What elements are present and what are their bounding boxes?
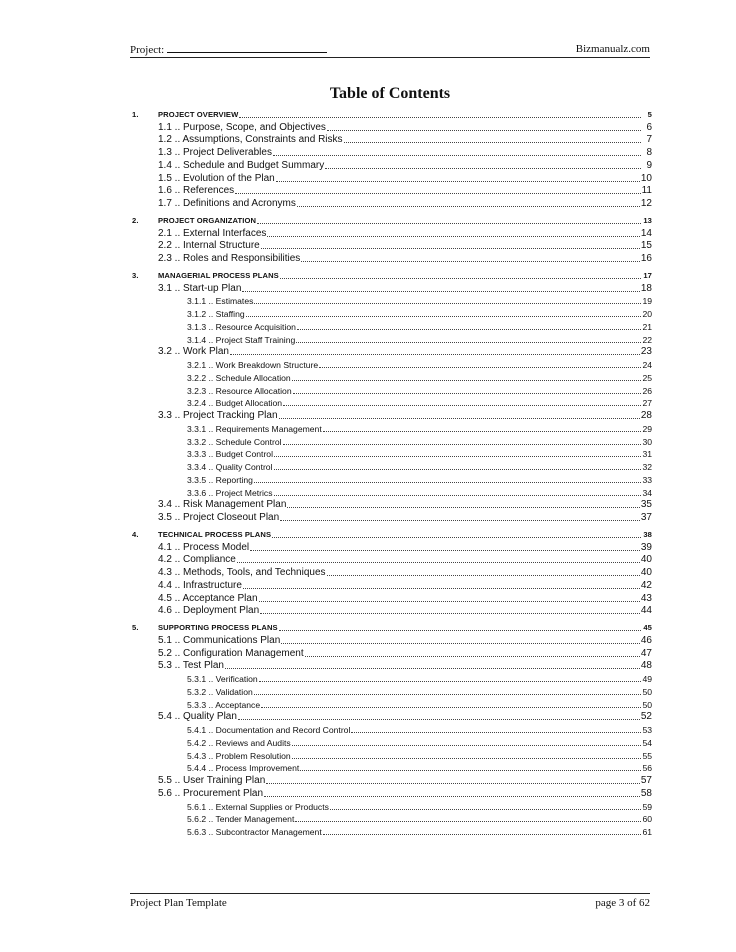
toc-chapter-entry[interactable] [132,269,652,282]
toc-entry-label: 4.5 .. Acceptance Plan [158,592,258,604]
dot-leader [281,643,640,644]
toc-subsection-entry[interactable] [132,307,652,320]
toc-page-number: 15 [640,240,652,252]
dot-leader [330,809,641,810]
dot-leader [292,745,641,746]
toc-chapter-entry[interactable] [132,214,652,227]
toc-entry-label: 3.5 .. Project Closeout Plan [158,512,280,523]
toc-entry-label: 3.3.6 .. Project Metrics [187,487,273,498]
dot-leader [292,758,641,759]
toc-entry-label: 5.4.4 .. Process Improvement [187,763,300,774]
toc-entry-label: 3.1.1 .. Estimates [187,296,254,307]
toc-subsection-entry[interactable] [132,384,652,397]
toc-subsection-entry[interactable] [132,448,652,461]
toc-page-number: 25 [642,372,652,383]
toc-entry-label: 5.6.1 .. External Supplies or Products [187,801,329,812]
toc-entry-label: 4.3 .. Methods, Tools, and Techniques [158,567,326,578]
dot-leader [323,834,641,835]
dot-leader [235,193,640,194]
dot-leader [344,142,641,143]
dot-leader [296,342,641,343]
toc-page-number: 30 [642,436,652,447]
toc-entry-label: 5.4 .. Quality Plan [158,711,237,723]
toc-entry-label: PROJECT ORGANIZATION [158,215,257,225]
toc-subsection-entry[interactable] [132,800,652,813]
toc-entry-label: 1.2 .. Assumptions, Constraints and Risks [158,134,343,146]
toc-section-entry[interactable] [132,409,652,422]
toc-entry-label: 4.1 .. Process Model [158,541,250,553]
toc-page-number: 38 [643,529,652,539]
toc-subsection-entry[interactable] [132,435,652,448]
toc-page-number: 44 [640,605,652,617]
toc-page-number: 33 [642,474,652,485]
toc-page-number: 48 [640,660,652,672]
dot-leader [287,507,639,508]
dot-leader [274,456,641,457]
toc-entry-label: 3.2 .. Work Plan [158,346,229,358]
toc-entry-label: 5.5 .. User Training Plan [158,775,266,786]
toc-subsection-entry[interactable] [132,685,652,698]
toc-entry-label: 3.1.4 .. Project Staff Training [187,334,296,345]
toc-entry-label: 3.3.3 .. Budget Control [187,449,273,460]
toc-page-number: 60 [642,814,652,825]
toc-section-entry[interactable] [132,541,652,554]
toc-subsection-entry[interactable] [132,762,652,775]
toc-entry-label: 1.3 .. Project Deliverables [158,147,272,158]
dot-leader [351,732,641,733]
dot-leader [325,168,641,169]
dot-leader [274,469,641,470]
toc-page-number: 27 [642,398,652,409]
toc-entry-label: MANAGERIAL PROCESS PLANS [158,270,279,280]
toc-section-entry[interactable] [132,711,652,724]
header-divider [130,57,650,58]
dot-leader [305,656,640,657]
toc-entry-label: 3.1.2 .. Staffing [187,309,245,319]
toc-entry-label: TECHNICAL PROCESS PLANS [158,529,272,539]
toc-page-number: 21 [642,321,652,332]
toc-section-entry[interactable] [132,647,652,660]
toc-page-number: 57 [640,775,652,786]
toc-section-entry[interactable] [132,227,652,240]
toc-page-number: 42 [640,579,652,591]
toc-page-number: 61 [642,827,652,837]
dot-leader [254,694,641,695]
toc-entry-label: 1.4 .. Schedule and Budget Summary [158,159,325,171]
toc-entry-label: 1.5 .. Evolution of the Plan [158,172,275,184]
toc-section-entry[interactable] [132,146,652,159]
toc-entry-label: 3.3.1 .. Requirements Management [187,423,322,434]
table-of-contents [132,108,652,838]
dot-leader [254,482,641,483]
toc-page-number: 34 [642,487,652,498]
toc-subsection-entry[interactable] [132,422,652,435]
toc-chapter-number: 2. [132,215,139,225]
toc-chapter-number: 4. [132,529,139,539]
toc-section-entry[interactable] [132,346,652,359]
toc-page-number: 24 [642,360,652,370]
toc-page-number: 22 [642,334,652,345]
dot-leader [264,796,640,797]
toc-subsection-entry[interactable] [132,473,652,486]
toc-section-entry[interactable] [132,172,652,185]
dot-leader [267,236,639,237]
toc-page-number: 18 [640,282,652,294]
dot-leader [266,783,640,784]
toc-page-number: 17 [643,270,652,280]
toc-entry-label: 4.4 .. Infrastructure [158,579,242,591]
toc-subsection-entry[interactable] [132,358,652,371]
toc-section-entry[interactable] [132,511,652,524]
toc-page-number: 50 [642,686,652,697]
toc-entry-label: 5.2 .. Configuration Management [158,647,304,659]
toc-entry-label: 5.3 .. Test Plan [158,660,224,672]
project-name-blank [167,43,327,53]
toc-section-entry[interactable] [132,240,652,253]
dot-leader [250,550,640,551]
toc-page-number: 32 [642,462,652,472]
page-title: Table of Contents [329,85,451,102]
dot-leader [323,431,641,432]
toc-section-entry[interactable] [132,592,652,605]
toc-section-entry[interactable] [132,134,652,147]
dot-leader [300,770,641,771]
toc-subsection-entry[interactable] [132,749,652,762]
toc-section-entry[interactable] [132,787,652,800]
toc-page-number: 37 [640,512,652,523]
toc-page-number: 9 [646,159,652,171]
toc-section-entry[interactable] [132,605,652,618]
toc-entry-label: 3.3.2 .. Schedule Control [187,436,282,447]
toc-page-number: 45 [643,623,652,632]
toc-entry-label: 3.2.3 .. Resource Allocation [187,385,292,396]
toc-entry-label: 5.4.3 .. Problem Resolution [187,750,291,761]
dot-leader [261,707,641,708]
toc-entry-label: 5.3.3 .. Acceptance [187,699,261,710]
toc-page-number: 50 [642,699,652,710]
dot-leader [297,329,641,330]
toc-entry-label: 2.2 .. Internal Structure [158,240,260,252]
dot-leader [237,562,640,563]
toc-section-entry[interactable] [132,159,652,172]
toc-page-number: 10 [640,172,652,184]
toc-entry-label: PROJECT OVERVIEW [158,109,239,119]
toc-section-entry[interactable] [132,774,652,787]
toc-entry-label: SUPPORTING PROCESS PLANS [158,623,278,632]
toc-page-number: 20 [642,309,652,319]
toc-page-number: 29 [642,423,652,434]
toc-section-entry[interactable] [132,634,652,647]
toc-subsection-entry[interactable] [132,371,652,384]
dot-leader [230,354,640,355]
site-name: Bizmanualz.com [575,43,650,55]
toc-page-number: 23 [640,346,652,358]
toc-page-number: 19 [642,296,652,307]
toc-subsection-entry[interactable] [132,672,652,685]
toc-chapter-number: 3. [132,270,139,280]
dot-leader [280,520,640,521]
toc-page-number: 6 [646,121,652,133]
dot-leader [246,316,641,317]
toc-entry-label: 5.4.2 .. Reviews and Audits [187,737,291,748]
dot-leader [259,601,640,602]
toc-page-number: 52 [640,711,652,723]
toc-entry-label: 5.6 .. Procurement Plan [158,787,264,799]
dot-leader [297,206,640,207]
toc-section-entry[interactable] [132,185,652,198]
footer-page-number: page 3 of 62 [595,897,650,909]
toc-entry-label: 5.3.2 .. Validation [187,686,253,697]
toc-page-number: 39 [640,541,652,553]
dot-leader [254,303,641,304]
toc-subsection-entry[interactable] [132,825,652,838]
toc-entry-label: 1.6 .. References [158,185,235,197]
dot-leader [292,380,641,381]
toc-entry-label: 5.6.3 .. Subcontractor Management [187,827,322,837]
toc-page-number: 11 [641,185,652,197]
dot-leader [283,444,641,445]
toc-page-number: 59 [642,801,652,812]
toc-page-number: 56 [642,763,652,774]
toc-page-number: 13 [643,215,652,225]
toc-entry-label: 3.1.3 .. Resource Acquisition [187,321,296,332]
dot-leader [295,821,641,822]
dot-leader [272,537,641,538]
dot-leader [293,393,641,394]
toc-entry-label: 4.2 .. Compliance [158,554,236,566]
toc-page-number: 43 [640,592,652,604]
toc-page-number: 14 [640,227,652,239]
toc-section-entry[interactable] [132,499,652,512]
toc-page-number: 49 [642,674,652,684]
toc-chapter-number: 1. [132,109,139,119]
toc-subsection-entry[interactable] [132,397,652,410]
toc-section-entry[interactable] [132,660,652,673]
toc-entry-label: 3.2.2 .. Schedule Allocation [187,372,291,383]
toc-page-number: 55 [642,750,652,761]
toc-page-number: 28 [640,410,652,421]
toc-entry-label: 3.4 .. Risk Management Plan [158,499,287,511]
toc-entry-label: 3.3.4 .. Quality Control [187,462,273,472]
toc-subsection-entry[interactable] [132,723,652,736]
dot-leader [327,575,640,576]
toc-page-number: 54 [642,737,652,748]
toc-page-number: 58 [640,787,652,799]
toc-entry-label: 2.1 .. External Interfaces [158,227,267,239]
toc-page-number: 53 [642,725,652,735]
project-label: Project: [130,43,327,56]
toc-entry-label: 3.3 .. Project Tracking Plan [158,410,278,421]
toc-chapter-number: 5. [132,623,139,632]
dot-leader [257,223,641,224]
dot-leader [260,613,640,614]
toc-subsection-entry[interactable] [132,813,652,826]
dot-leader [273,155,641,156]
toc-entry-label: 2.3 .. Roles and Responsibilities [158,253,301,264]
footer-divider [130,893,650,894]
toc-page-number: 12 [640,198,652,209]
toc-page-number: 40 [640,554,652,566]
toc-entry-label: 5.1 .. Communications Plan [158,634,281,646]
toc-entry-label: 4.6 .. Deployment Plan [158,605,260,617]
toc-subsection-entry[interactable] [132,486,652,499]
toc-section-entry[interactable] [132,121,652,134]
dot-leader [242,291,639,292]
toc-chapter-entry[interactable] [132,621,652,634]
dot-leader [279,418,640,419]
toc-subsection-entry[interactable] [132,736,652,749]
footer-document-name: Project Plan Template [130,897,227,909]
toc-page-number: 16 [640,253,652,264]
dot-leader [283,405,641,406]
toc-entry-label: 3.2.4 .. Budget Allocation [187,398,283,409]
toc-entry-label: 3.3.5 .. Reporting [187,474,253,485]
toc-page-number: 31 [642,449,652,460]
toc-page-number: 7 [646,134,652,146]
dot-leader [243,588,640,589]
toc-page-number: 5 [647,109,652,119]
toc-entry-label: 3.2.1 .. Work Breakdown Structure [187,360,319,370]
toc-chapter-entry[interactable] [132,108,652,121]
dot-leader [279,630,641,631]
dot-leader [274,495,642,496]
dot-leader [239,117,641,118]
toc-subsection-entry[interactable] [132,320,652,333]
dot-leader [319,367,641,368]
toc-entry-label: 5.4.1 .. Documentation and Record Control [187,725,351,735]
dot-leader [238,719,640,720]
dot-leader [276,181,640,182]
toc-subsection-entry[interactable] [132,460,652,473]
toc-subsection-entry[interactable] [132,295,652,308]
toc-page-number: 35 [640,499,652,511]
toc-page-number: 47 [640,647,652,659]
toc-section-entry[interactable] [132,566,652,579]
toc-entry-label: 5.3.1 .. Verification [187,674,258,684]
toc-section-entry[interactable] [132,579,652,592]
toc-subsection-entry[interactable] [132,698,652,711]
toc-chapter-entry[interactable] [132,528,652,541]
toc-section-entry[interactable] [132,197,652,210]
toc-section-entry[interactable] [132,282,652,295]
dot-leader [261,248,640,249]
toc-page-number: 40 [640,567,652,578]
dot-leader [301,261,640,262]
toc-subsection-entry[interactable] [132,333,652,346]
toc-section-entry[interactable] [132,252,652,265]
dot-leader [259,681,641,682]
dot-leader [225,668,640,669]
toc-entry-label: 1.1 .. Purpose, Scope, and Objectives [158,121,326,133]
toc-page-number: 8 [646,147,652,158]
toc-entry-label: 3.1 .. Start-up Plan [158,282,242,294]
toc-entry-label: 1.7 .. Definitions and Acronyms [158,198,296,209]
toc-page-number: 46 [640,634,652,646]
dot-leader [280,278,641,279]
toc-page-number: 26 [642,385,652,396]
dot-leader [327,130,641,131]
toc-entry-label: 5.6.2 .. Tender Management [187,814,295,825]
toc-section-entry[interactable] [132,554,652,567]
